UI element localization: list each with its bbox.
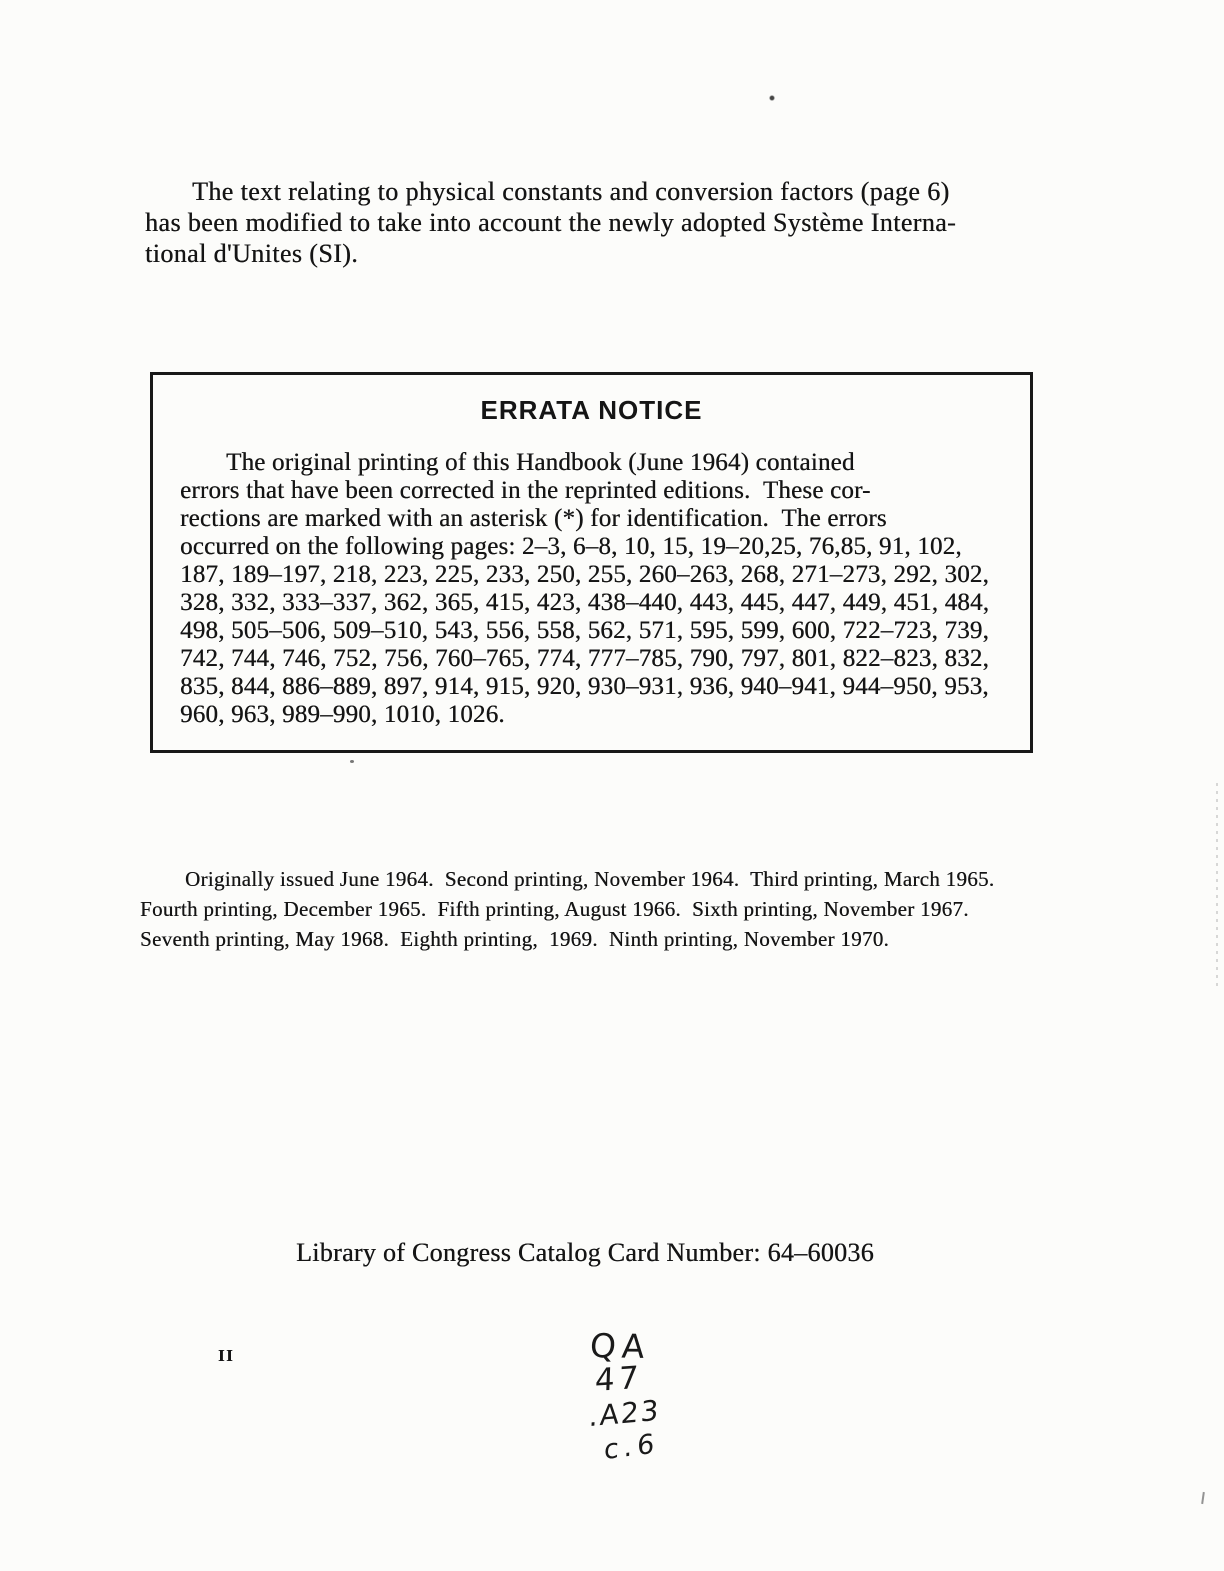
scan-speck	[769, 95, 775, 101]
errata-body-line: 498, 505–506, 509–510, 543, 556, 558, 562, 571, 595, 599, 600, 722–723, 739,	[180, 617, 989, 644]
errata-notice-body	[153, 449, 1030, 729]
errata-body-line: occurred on the following pages: 2–3, 6–8, 10, 15, 19–20,25, 76,85, 91, 102,	[180, 533, 962, 560]
errata-body-line: 328, 332, 333–337, 362, 365, 415, 423, 438–440, 443, 445, 447, 449, 451, 484,	[180, 589, 990, 616]
printing-history-line: Fourth printing, December 1965. Fifth printing, August 1966. Sixth printing, November 1967.	[140, 897, 969, 921]
scan-mark	[1201, 1492, 1205, 1504]
intro-line: has been modified to take into account the newly adopted Système Interna-	[145, 208, 957, 237]
errata-notice-box	[150, 372, 1033, 753]
errata-body-line: 960, 963, 989–990, 1010, 1026.	[180, 701, 505, 728]
errata-notice-title: ERRATA NOTICE	[480, 395, 703, 425]
call-number-line: 47	[594, 1359, 643, 1400]
printing-history-paragraph	[140, 864, 1080, 954]
call-number-line: .A23	[588, 1393, 662, 1434]
errata-body-line: The original printing of this Handbook (June 1964) contained	[226, 449, 855, 476]
errata-body-line: 742, 744, 746, 752, 756, 760–765, 774, 777–785, 790, 797, 801, 822–823, 832,	[180, 645, 989, 672]
intro-paragraph	[145, 176, 1085, 269]
scan-dot	[350, 760, 354, 763]
call-number-line: c.6	[603, 1428, 660, 1467]
printing-history-line: Seventh printing, May 1968. Eighth printing, 1969. Ninth printing, November 1970.	[140, 927, 890, 951]
errata-body-line: rections are marked with an asterisk (*) for identification. The errors	[180, 505, 887, 532]
intro-line: tional d'Unites (SI).	[145, 239, 359, 268]
errata-body-line: 835, 844, 886–889, 897, 914, 915, 920, 930–931, 936, 940–941, 944–950, 953,	[180, 673, 989, 700]
library-catalog-card-number: Library of Congress Catalog Card Number: 64–60036	[296, 1238, 874, 1267]
call-number-line: QA	[588, 1326, 652, 1367]
intro-line: The text relating to physical constants and conversion factors (page 6)	[192, 177, 950, 206]
scan-edge-noise	[1216, 783, 1218, 990]
page-number: II	[218, 1346, 235, 1365]
printing-history-line: Originally issued June 1964. Second printing, November 1964. Third printing, March 1965.	[185, 867, 995, 891]
errata-body-line: 187, 189–197, 218, 223, 225, 233, 250, 255, 260–263, 268, 271–273, 292, 302,	[180, 561, 989, 588]
errata-body-line: errors that have been corrected in the reprinted editions. These cor-	[180, 477, 871, 504]
